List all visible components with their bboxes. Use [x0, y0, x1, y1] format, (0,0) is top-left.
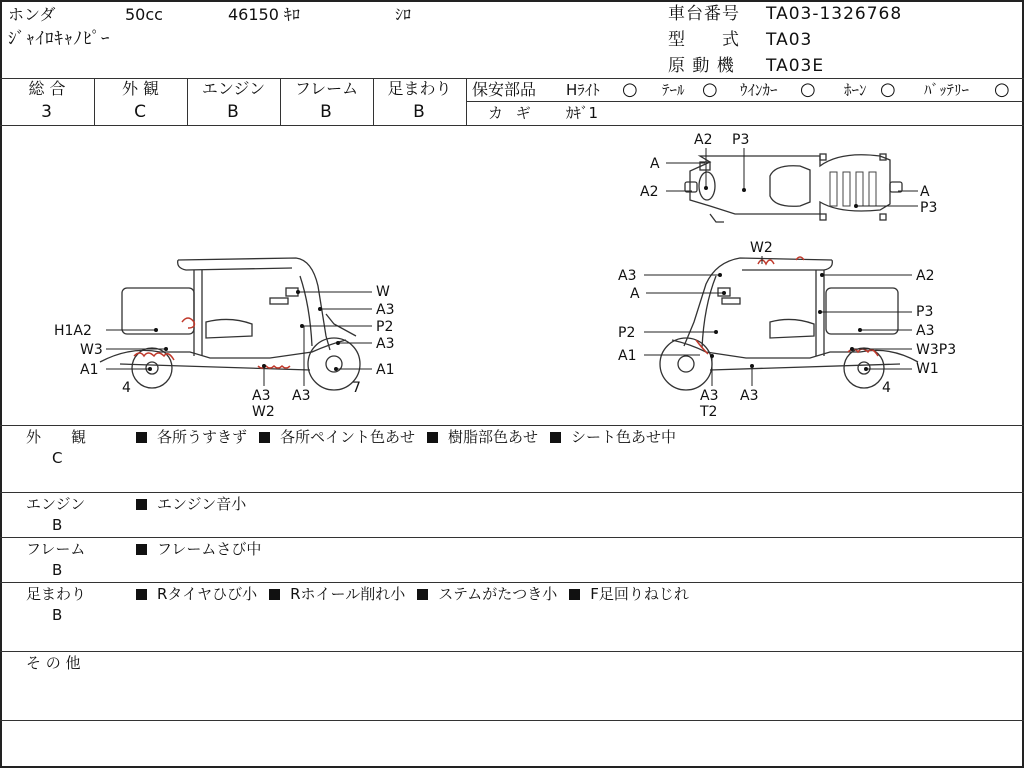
- color: ｼﾛ: [395, 5, 412, 24]
- right-side-view: [660, 258, 918, 390]
- safety-item-battery: ﾊﾞｯﾃﾘｰ: [924, 81, 970, 99]
- label-a1: A1: [376, 362, 395, 378]
- suspension-grade: B: [413, 102, 426, 122]
- bullet-square-icon: [136, 544, 147, 555]
- divider: [0, 582, 1024, 583]
- chassis-label: 車台番号: [668, 4, 740, 24]
- safety-item-horn: ﾎｰﾝ: [844, 81, 867, 99]
- bullet-square-icon: [136, 432, 147, 443]
- safety-label: 保安部品: [472, 80, 537, 99]
- key-value: ｶｷﾞ1: [566, 104, 599, 122]
- label-a1: A1: [618, 348, 637, 364]
- exterior-grade: C: [134, 102, 147, 122]
- key-label: カ ギ: [488, 104, 535, 122]
- label-a2: A2: [694, 132, 713, 148]
- label-a2: A2: [916, 268, 935, 284]
- note-label: 外 観: [26, 428, 87, 446]
- label-t2: T2: [700, 404, 718, 420]
- bullet-square-icon: [417, 589, 428, 600]
- note-grade: C: [52, 449, 63, 467]
- label-a3: A3: [740, 388, 759, 404]
- note-grade: B: [52, 561, 63, 579]
- divider: [466, 101, 1024, 102]
- left-side-view: [100, 258, 360, 390]
- bullet-square-icon: [259, 432, 270, 443]
- frame-grade: B: [320, 102, 333, 122]
- exterior-label: 外 観: [121, 79, 160, 98]
- note-items: [136, 495, 258, 513]
- note-item: 樹脂部色あせ: [448, 428, 539, 446]
- label-w1: W1: [916, 361, 939, 377]
- bullet-square-icon: [269, 589, 280, 600]
- label-p3: P3: [732, 132, 750, 148]
- engine-model-value: TA03E: [766, 56, 825, 76]
- label-a: A: [920, 184, 930, 200]
- circle-mark-icon: ○: [702, 79, 718, 100]
- label-p3: P3: [920, 200, 938, 216]
- label-4: 4: [122, 380, 131, 396]
- label-4: 4: [882, 380, 891, 396]
- divider: [0, 537, 1024, 538]
- note-label: 足まわり: [26, 585, 87, 603]
- note-label: そ の 他: [26, 654, 81, 672]
- engine-label: エンジン: [201, 79, 266, 98]
- safety-item-tail: ﾃｰﾙ: [662, 81, 685, 99]
- divider: [0, 720, 1024, 721]
- bullet-square-icon: [550, 432, 561, 443]
- engine-grade: B: [227, 102, 240, 122]
- divider: [0, 651, 1024, 652]
- scooter-diagram: [0, 126, 1024, 426]
- note-item: F足回りねじれ: [590, 585, 689, 603]
- note-grade: B: [52, 516, 63, 534]
- label-a1: A1: [80, 362, 99, 378]
- frame-label: フレーム: [294, 79, 359, 98]
- label-a3: A3: [376, 336, 395, 352]
- circle-mark-icon: ○: [994, 79, 1010, 100]
- bullet-square-icon: [136, 589, 147, 600]
- label-a3: A3: [700, 388, 719, 404]
- type-label: 型 式: [668, 30, 740, 50]
- suspension-label: 足まわり: [387, 79, 452, 98]
- note-item: 各所ペイント色あせ: [280, 428, 416, 446]
- label-w3: W3: [80, 342, 103, 358]
- label-w: W: [376, 284, 390, 300]
- label-a: A: [630, 286, 640, 302]
- label-a3: A3: [618, 268, 637, 284]
- label-a3: A3: [252, 388, 271, 404]
- label-h1a2: H1A2: [54, 323, 92, 339]
- safety-item-headlight: Hﾗｲﾄ: [566, 81, 600, 99]
- label-w2: W2: [750, 240, 773, 256]
- label-a3: A3: [916, 323, 935, 339]
- note-item: シート色あせ中: [571, 428, 677, 446]
- label-w2: W2: [252, 404, 275, 420]
- engine-model-label: 原 動 機: [668, 56, 735, 76]
- label-a: A: [650, 156, 660, 172]
- note-item: フレームさび中: [157, 540, 262, 558]
- model-name: ｼﾞｬｲﾛｷｬﾉﾋﾟｰ: [8, 29, 111, 49]
- bullet-square-icon: [427, 432, 438, 443]
- label-p2: P2: [376, 319, 394, 335]
- chassis-value: TA03-1326768: [766, 4, 903, 24]
- label-a2: A2: [640, 184, 659, 200]
- divider: [0, 492, 1024, 493]
- note-label: エンジン: [26, 495, 86, 513]
- mileage: 46150 ｷﾛ: [228, 5, 300, 24]
- overall-grade: 3: [41, 102, 53, 122]
- label-w3p3: W3P3: [916, 342, 957, 358]
- displacement: 50cc: [125, 5, 163, 24]
- label-p2: P2: [618, 325, 636, 341]
- note-item: Rホイール削れ小: [290, 585, 406, 603]
- circle-mark-icon: ○: [622, 79, 638, 100]
- note-items: [136, 585, 701, 603]
- label-p3: P3: [916, 304, 934, 320]
- note-item: Rタイヤひび小: [157, 585, 258, 603]
- circle-mark-icon: ○: [800, 79, 816, 100]
- label-7: 7: [352, 380, 361, 396]
- top-view: [685, 154, 902, 222]
- note-grade: B: [52, 606, 63, 624]
- note-label: フレーム: [26, 540, 86, 558]
- label-a3: A3: [292, 388, 311, 404]
- note-items: [136, 540, 273, 558]
- bullet-square-icon: [569, 589, 580, 600]
- note-items: [136, 428, 688, 446]
- note-item: エンジン音小: [157, 495, 247, 513]
- note-item: ステムがたつき小: [438, 585, 558, 603]
- safety-item-winker: ｳｲﾝｶｰ: [740, 81, 778, 99]
- type-value: TA03: [766, 30, 813, 50]
- bullet-square-icon: [136, 499, 147, 510]
- circle-mark-icon: ○: [880, 79, 896, 100]
- label-a3: A3: [376, 302, 395, 318]
- maker: ホンダ: [8, 5, 56, 24]
- overall-label: 総 合: [28, 79, 66, 98]
- note-item: 各所うすきず: [157, 428, 248, 446]
